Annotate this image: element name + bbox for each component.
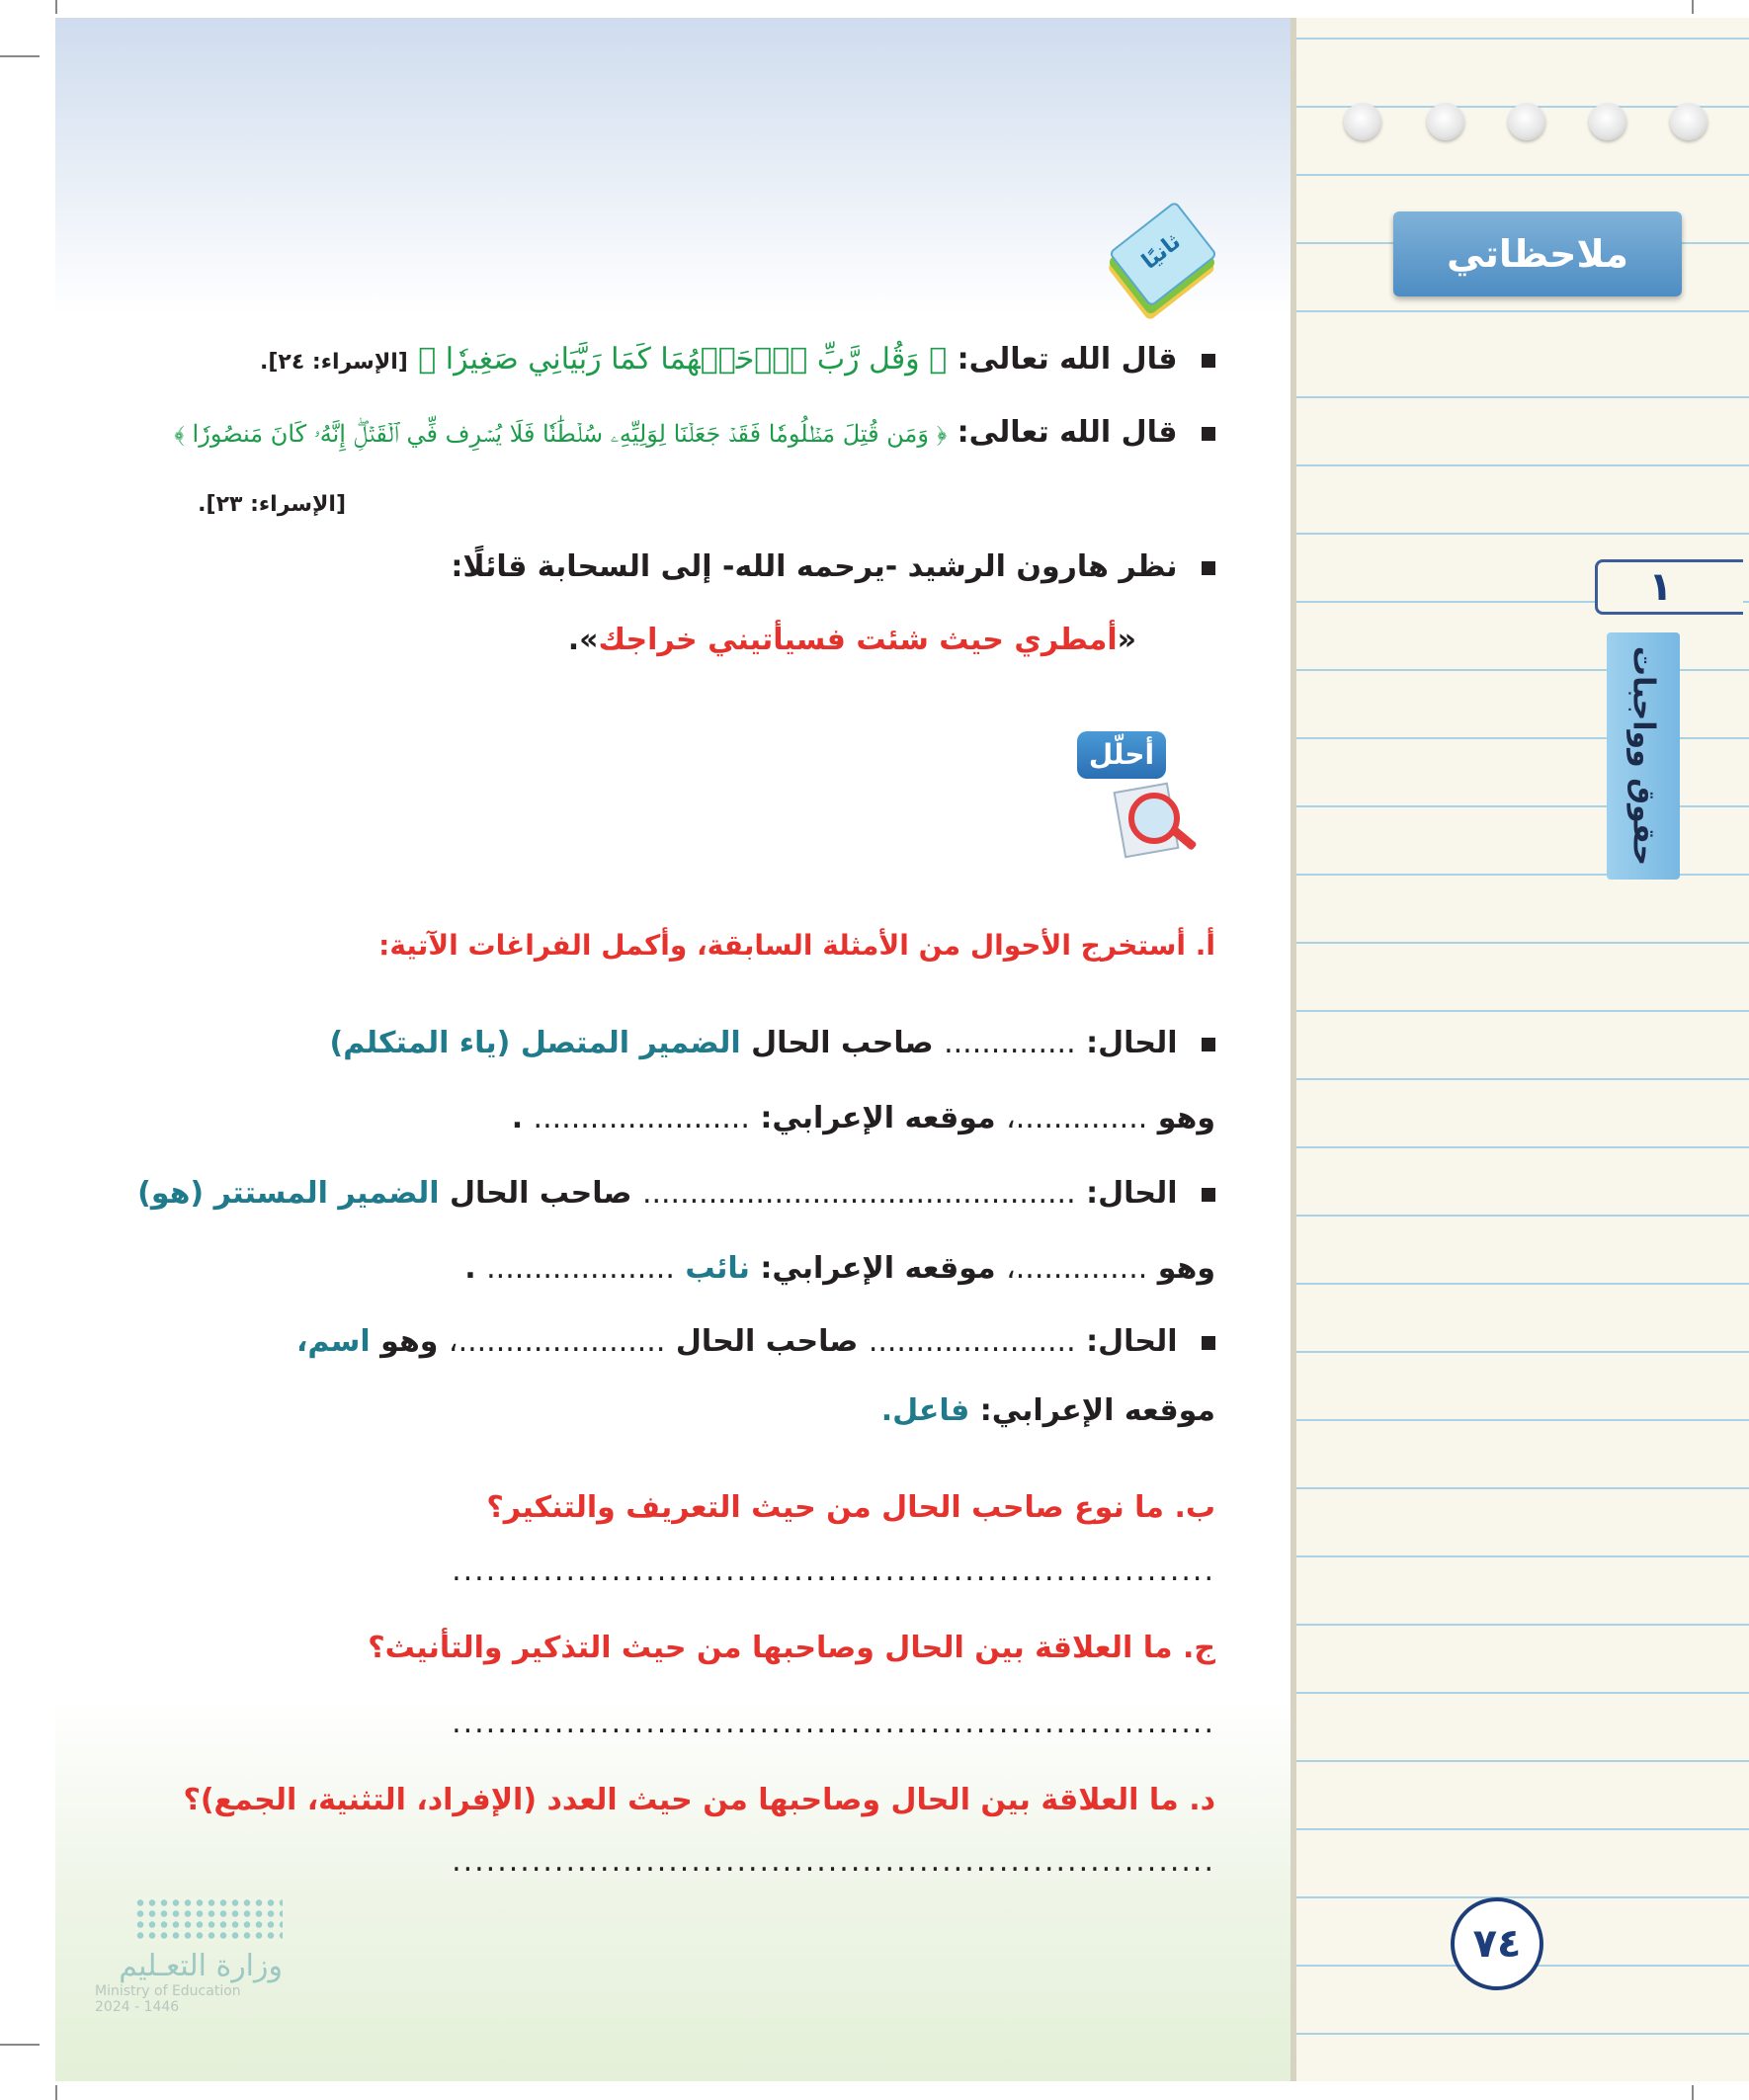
- binder-hole: [1508, 103, 1545, 140]
- blank[interactable]: ..............................................: [641, 1176, 1076, 1211]
- bullet-icon: [1202, 1336, 1215, 1350]
- analyze-label: أحلّل: [1077, 731, 1166, 779]
- example-1: [260, 342, 1215, 377]
- crop-mark: [1692, 2085, 1694, 2100]
- quote-text: أمطري حيث شئت فسيأتيني خراجك: [598, 623, 1118, 657]
- analyze-badge: [1077, 731, 1166, 860]
- ministry-logo: [95, 1897, 283, 2015]
- blank[interactable]: .......................: [533, 1101, 750, 1135]
- row-1-line-2: وهو ..............، موقعه الإعرابي: ....................... .: [511, 1101, 1215, 1135]
- crop-mark: [0, 55, 40, 57]
- row-2-line-2: وهو ..............، موقعه الإعرابي: نائب .................... .: [464, 1251, 1215, 1286]
- section-badge-label: ثانيًا: [1137, 229, 1186, 275]
- verse-reference: [الإسراء: ٢٤].: [259, 350, 408, 375]
- bullet-icon: [1202, 561, 1215, 575]
- row-3-line-1: الحال: ...................... صاحب الحال ......................، وهو اسم،: [296, 1324, 1215, 1359]
- row-1-line-1: الحال: .............. صاحب الحال الضمير المتصل (ياء المتكلم): [330, 1026, 1215, 1060]
- answer: فاعل.: [880, 1393, 970, 1428]
- logo-english: Ministry of Education: [95, 1983, 241, 1999]
- bullet-icon: [1202, 1188, 1215, 1202]
- answer-line[interactable]: ...................................................................: [452, 1554, 1215, 1588]
- binder-hole: [1589, 103, 1626, 140]
- unit-title: حقوق وواجبات: [1625, 645, 1661, 867]
- answer: اسم،: [296, 1324, 371, 1359]
- blank[interactable]: ..............: [944, 1026, 1076, 1060]
- unit-number: ١: [1595, 559, 1743, 615]
- crop-mark: [55, 2085, 57, 2100]
- exercise-a-title: أ. أستخرج الأحوال من الأمثلة السابقة، وأكمل الفراغات الآتية:: [378, 929, 1215, 962]
- answer-line[interactable]: ...................................................................: [452, 1706, 1215, 1740]
- bullet-icon: [1202, 354, 1215, 368]
- blank[interactable]: ......................،: [448, 1324, 666, 1359]
- crop-mark: [1692, 0, 1694, 14]
- blank[interactable]: ..............،: [1006, 1251, 1148, 1286]
- quran-verse: ﴿ وَمَن قُتِلَ مَظۡلُومٗا فَقَدۡ جَعَلۡنَا لِوَلِيِّهِۦ سُلۡطَٰنٗا فَلَا يُسۡرِف فِّي ٱلۡقَتۡلِۖ إِنَّهُۥ كَانَ مَنصُورٗا ﴾: [174, 420, 948, 448]
- binder-hole: [1670, 103, 1707, 140]
- binder-hole: [1344, 103, 1381, 140]
- example-lead: قال الله تعالى:: [957, 342, 1178, 377]
- question-c: ج. ما العلاقة بين الحال وصاحبها من حيث التذكير والتأنيث؟: [368, 1631, 1215, 1665]
- quote: «أمطري حيث شئت فسيأتيني خراجك».: [567, 623, 1136, 657]
- blank[interactable]: ......................: [868, 1324, 1076, 1359]
- row-2-line-1: الحال: .............................................. صاحب الحال الضمير المستتر (هو): [137, 1176, 1215, 1211]
- example-lead: قال الله تعالى:: [957, 415, 1178, 450]
- quran-verse: ﴿ وَقُل رَّبِّ ٱرۡحَمۡهُمَا كَمَا رَبَّيَانِي صَغِيرٗا ﴾: [418, 342, 948, 377]
- notes-sidebar: [1291, 18, 1749, 2081]
- question-b: ب. ما نوع صاحب الحال من حيث التعريف والتنكير؟: [486, 1490, 1215, 1525]
- logo-arabic: وزارة التعـليم: [119, 1949, 283, 1983]
- row-3-line-2: موقعه الإعرابي: فاعل.: [880, 1393, 1215, 1428]
- page-number: ٧٤: [1451, 1897, 1543, 1990]
- example-lead: نظر هارون الرشيد -يرحمه الله- إلى السحابة قائلًا:: [451, 549, 1178, 584]
- logo-year: 2024 - 1446: [95, 1999, 180, 2015]
- magnifier-icon: [1128, 793, 1180, 844]
- answer: الضمير المستتر (هو): [137, 1176, 440, 1211]
- question-d: د. ما العلاقة بين الحال وصاحبها من حيث العدد (الإفراد، التثنية، الجمع)؟: [183, 1783, 1215, 1817]
- bullet-icon: [1202, 1038, 1215, 1051]
- bullet-icon: [1202, 427, 1215, 441]
- crop-mark: [0, 2044, 40, 2046]
- binder-hole: [1427, 103, 1464, 140]
- logo-mark: [134, 1897, 283, 1941]
- verse-reference: [الإسراء: ٢٣].: [198, 492, 346, 517]
- example-3: [451, 549, 1215, 584]
- blank[interactable]: ....................: [486, 1251, 675, 1286]
- answer: نائب: [685, 1251, 750, 1286]
- blank[interactable]: ..............،: [1006, 1101, 1148, 1135]
- answer-line[interactable]: ...................................................................: [452, 1844, 1215, 1879]
- unit-tab: [1607, 632, 1680, 880]
- answer: الضمير المتصل (ياء المتكلم): [329, 1026, 741, 1060]
- notes-title: ملاحظاتي: [1393, 211, 1682, 296]
- example-2: [174, 415, 1215, 450]
- crop-mark: [55, 0, 57, 14]
